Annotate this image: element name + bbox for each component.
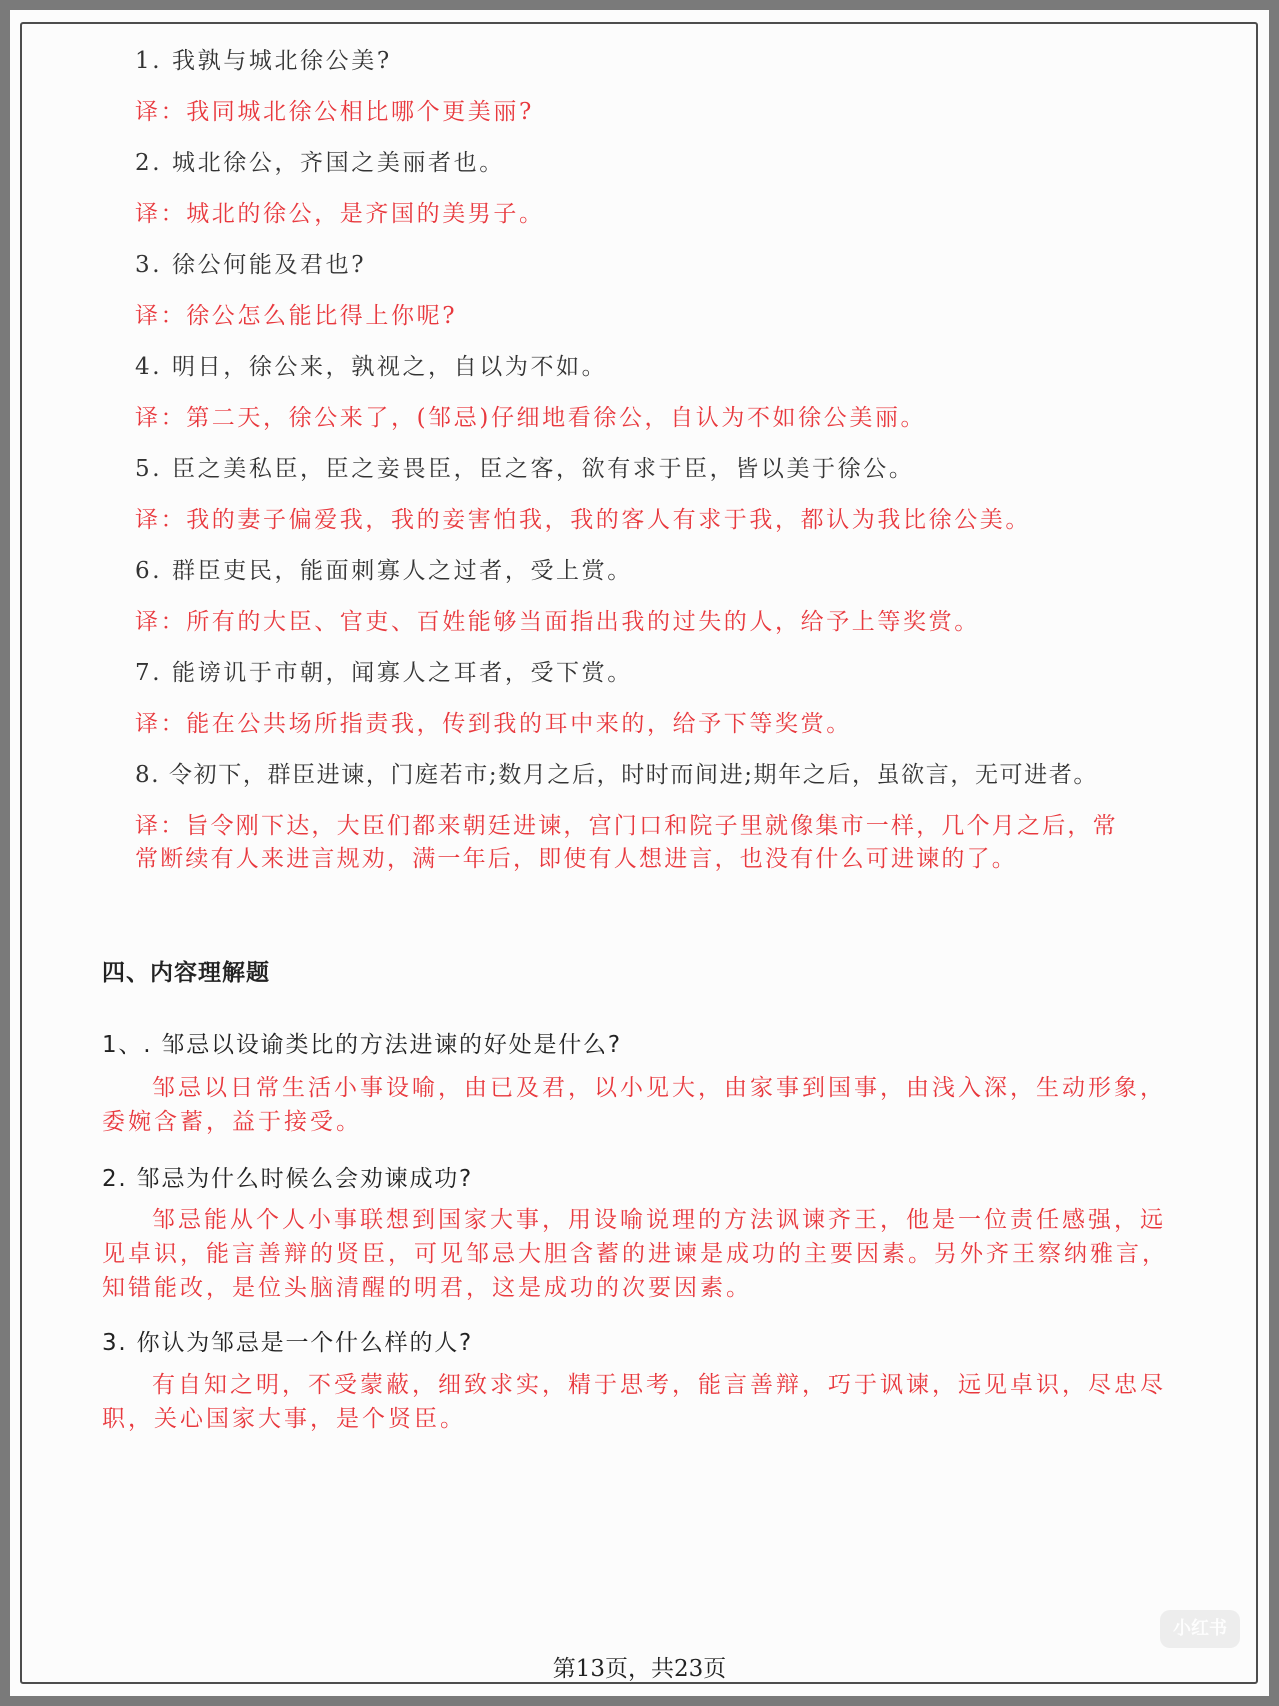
sentence-2: 2. 城北徐公，齐国之美丽者也。: [135, 150, 505, 176]
page-number-footer: 第13页，共23页: [552, 1656, 727, 1682]
translation-2: 译：城北的徐公，是齐国的美男子。: [135, 201, 545, 227]
answer-3: 有自知之明，不受蒙蔽，细致求实，精于思考，能言善辩，巧于讽谏，远见卓识，尽忠尽职，关心国家大事，是个贤臣。: [102, 1372, 1166, 1432]
question-3: 3. 你认为邹忌是一个什么样的人?: [102, 1330, 474, 1356]
translation-8-line-2: 常断续有人来进言规劝，满一年后，即使有人想进言，也没有什么可进谏的了。: [135, 846, 1017, 872]
section-title: 四、内容理解题: [102, 960, 270, 986]
translation-6: 译：所有的大臣、官吏、百姓能够当面指出我的过失的人，给予上等奖赏。: [135, 609, 980, 635]
sentence-5: 5. 臣之美私臣，臣之妾畏臣，臣之客，欲有求于臣，皆以美于徐公。: [135, 456, 915, 482]
sentence-4: 4. 明日，徐公来，孰视之，自以为不如。: [135, 354, 608, 380]
watermark-logo: 小红书: [1160, 1610, 1240, 1648]
translation-4: 译：第二天，徐公来了，(邹忌)仔细地看徐公，自认为不如徐公美丽。: [135, 405, 927, 431]
sentence-8: 8. 令初下，群臣进谏，门庭若市;数月之后，时时而间进;期年之后，虽欲言，无可进者。: [135, 762, 1098, 788]
translation-7: 译：能在公共场所指责我，传到我的耳中来的，给予下等奖赏。: [135, 711, 852, 737]
translation-5: 译：我的妻子偏爱我，我的妾害怕我，我的客人有求于我，都认为我比徐公美。: [135, 507, 1031, 533]
sentence-1: 1. 我孰与城北徐公美?: [135, 48, 392, 74]
sentence-7: 7. 能谤讥于市朝，闻寡人之耳者，受下赏。: [135, 660, 633, 686]
document-page: [10, 10, 1269, 1696]
answer-1: 邹忌以日常生活小事设喻，由已及君，以小见大，由家事到国事，由浅入深，生动形象，委婉含蓄，益于接受。: [102, 1075, 1166, 1135]
sentence-3: 3. 徐公何能及君也?: [135, 252, 367, 278]
translation-8-line-1: 译：旨令刚下达，大臣们都来朝廷进谏，宫门口和院子里就像集市一样，几个月之后，常: [135, 813, 1118, 839]
question-1: 1、. 邹忌以设谕类比的方法进谏的好处是什么?: [102, 1032, 622, 1058]
sentence-6: 6. 群臣吏民，能面刺寡人之过者，受上赏。: [135, 558, 633, 584]
answer-2: 邹忌能从个人小事联想到国家大事，用设喻说理的方法讽谏齐王，他是一位责任感强，远见卓识，能言善辩的贤臣，可见邹忌大胆含蓄的进谏是成功的主要因素。另外齐王察纳雅言，知错能改，是位头脑清醒的明君，这是成功的次要因素。: [102, 1207, 1168, 1301]
translation-3: 译：徐公怎么能比得上你呢?: [135, 303, 458, 329]
translation-1: 译：我同城北徐公相比哪个更美丽?: [135, 99, 534, 125]
question-2: 2. 邹忌为什么时候么会劝谏成功?: [102, 1166, 474, 1192]
